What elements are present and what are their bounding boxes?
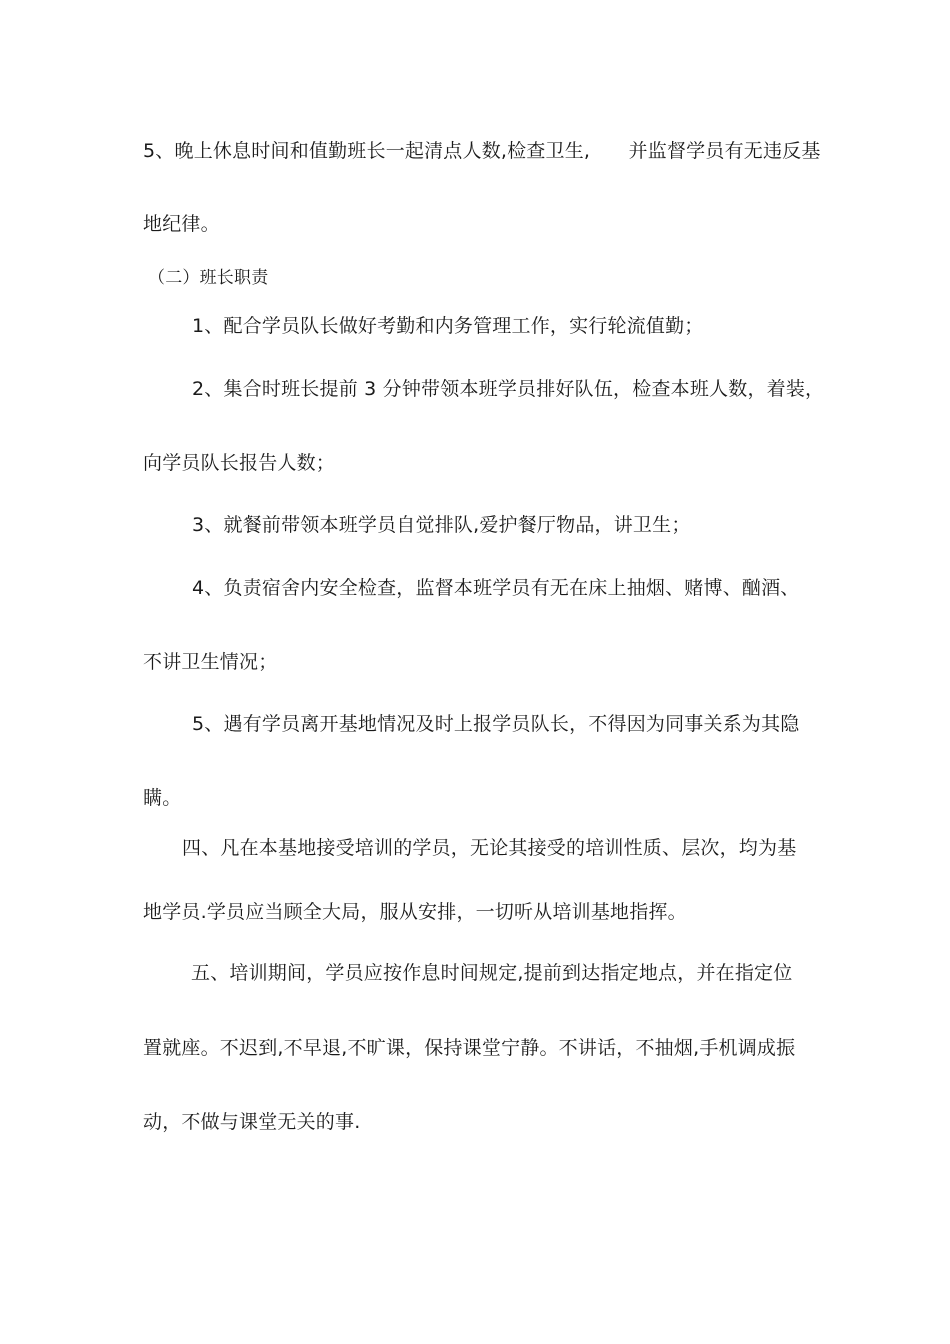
text-line: 1、配合学员队长做好考勤和内务管理工作，实行轮流值勤； [192,315,704,337]
text-line: 向学员队长报告人数； [143,452,336,474]
text-line: 5、晚上休息时间和值勤班长一起清点人数,检查卫生, 并监督学员有无违反基 [143,140,821,162]
text-line: 动，不做与课堂无关的事. [143,1111,361,1133]
text-line: 3、就餐前带领本班学员自觉排队,爱护餐厅物品，讲卫生； [192,514,691,536]
text-line: 瞒。 [143,787,182,809]
text-line: 四、凡在本基地接受培训的学员，无论其接受的培训性质、层次，均为基 [182,837,797,859]
text-line: 地纪律。 [143,213,220,235]
text-line: 4、负责宿舍内安全检查，监督本班学员有无在床上抽烟、赌博、酗酒、 [192,577,800,599]
text-line: 2、集合时班长提前 3 分钟带领本班学员排好队伍，检查本班人数，着装， [192,378,825,400]
text-line: 5、遇有学员离开基地情况及时上报学员队长，不得因为同事关系为其隐 [192,713,800,735]
text-line: 置就座。不迟到,不早退,不旷课，保持课堂宁静。不讲话，不抽烟,手机调成振 [143,1037,796,1059]
text-line: 地学员.学员应当顾全大局，服从安排，一切听从培训基地指挥。 [143,901,687,923]
section-heading: （二）班长职责 [148,268,269,288]
text-line: 不讲卫生情况； [143,651,278,673]
text-line: 五、培训期间，学员应按作息时间规定,提前到达指定地点，并在指定位 [191,962,793,984]
